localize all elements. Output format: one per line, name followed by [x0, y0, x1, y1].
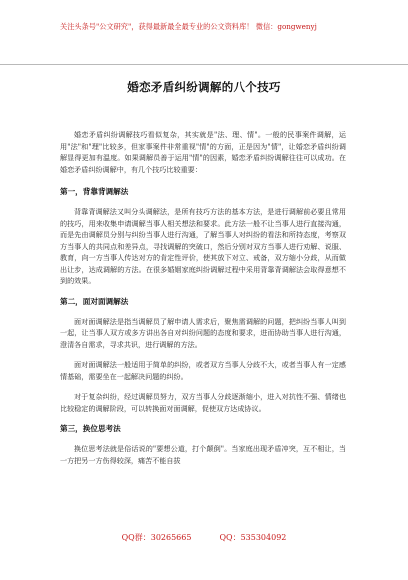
section-paragraph: 对于复杂纠纷，经过调解员努力，双方当事人分歧逐渐缩小，进入对抗性不强、情绪也比较稳定的调解阶段，可以转换面对面调解，促使双方达成协议。: [60, 392, 346, 413]
section-paragraph: 换位思考法就是俗话说的"要想公道，打个颠倒"。当家庭出现矛盾冲突，互不相让，当一方把另一方伤得较深，痛苦不能自拔: [60, 444, 346, 465]
header-promo-text: 关注头条号"公文研究"，获得最新最全最专业的公文资料库！ 微信：gongwenyj: [60, 22, 317, 31]
page-footer: [0, 532, 408, 543]
section-paragraph: 面对面调解法是指当调解员了解申请人需求后，聚焦需调解的问题，把纠纷当事人叫到一起，让当事人双方或多方讲出各自对纠纷问题的态度和要求，进而协助当事人进行沟通，澄清各自需求，寻求共识，进行调解的方法。: [60, 316, 346, 349]
page-header: [0, 0, 408, 65]
document-body: [60, 129, 346, 466]
section-heading: 第二，面对面调解法: [60, 296, 129, 306]
section-paragraph: 背靠背调解法又叫分头调解法，是所有技巧方法的基本方法，是进行调解前必要且常用的技巧，用来收集申请调解当事人相关想法和要求。此方法一般不让当事人进行直接沟通，而是先由调解员分别与纠纷当事人进行沟通，了解当事人对纠纷的看法和所持态度，考察双方当事人的共同点和差异点，寻找调解的突破口，然后分别对双方当事人进行劝解、说服、教育，向一方当事人传达对方的肯定性评价，使其放下对立、戒备，双方缩小分歧，从而做出让步，达成调解的方法。在很多婚姻家庭纠纷调解过程中采用背靠背调解法会取得意想不到的效果。: [60, 207, 346, 285]
footer-qq-group: QQ群：30265665: [121, 533, 192, 542]
intro-paragraph: 婚恋矛盾纠纷调解技巧看似复杂，其实就是"法、理、情"。一般的民事案件调解，运用"法"和"理"比较多，但家事案件非常重视"情"的方面，正是因为"情"，让婚恋矛盾纠纷调解显得更加有温度。如果调解员善于运用"情"的因素，婚恋矛盾纠纷调解往往可以成功。在婚恋矛盾纠纷调解中，有几个技巧比较重要：: [60, 130, 346, 174]
section-heading: 第三，换位思考法: [60, 424, 121, 433]
section-paragraph: 面对面调解法一般适用于简单的纠纷，或者双方当事人分歧不大，或者当事人有一定感情基础，需要坐在一起解决问题的纠纷。: [60, 360, 346, 381]
document-title: 婚恋矛盾纠纷调解的八个技巧: [127, 80, 281, 94]
footer-qq: QQ：535304092: [219, 533, 287, 542]
section-heading: 第一，背靠背调解法: [60, 187, 129, 196]
